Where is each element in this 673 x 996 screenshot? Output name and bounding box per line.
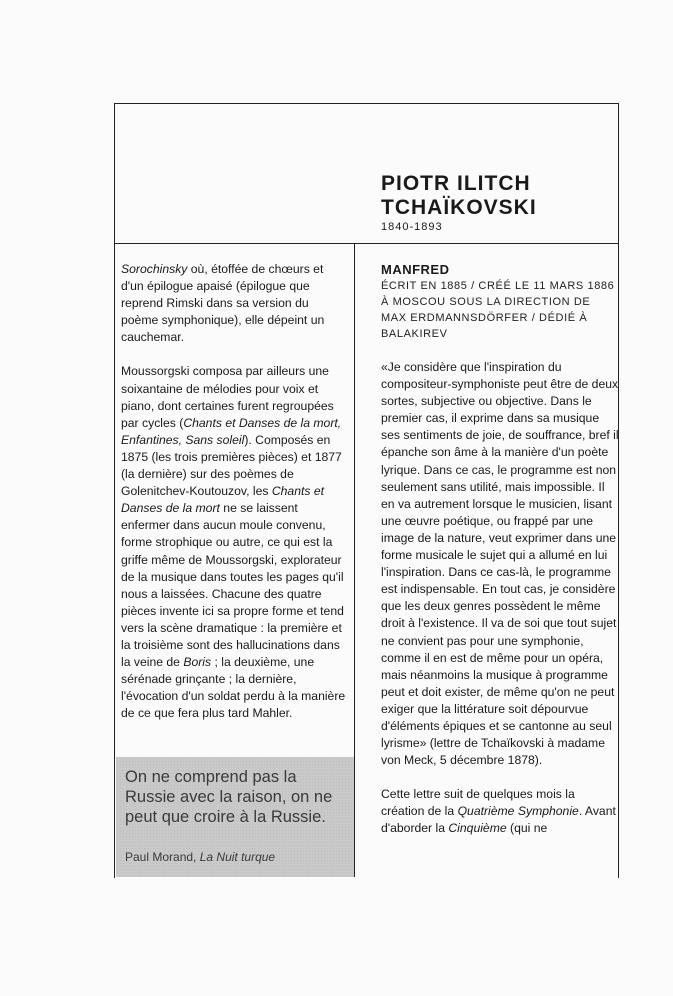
text-run: . Avant d'aborder la: [381, 804, 616, 836]
composer-name-line2: TCHAÏKOVSKI: [381, 196, 537, 219]
work-title: MANFRED: [381, 262, 450, 277]
text-run: (qui ne: [506, 821, 548, 836]
text-run: «Je considère que l'inspiration du compositeur-symphoniste peut être de deux sortes, subjective ou objective. Dans le premier cas, il exprime dans sa musique ses sentiments de joie, de souffrance, bref il épanche son âme à la manière d'un poète lyrique. Dans ce cas, le programme est non seulement sans utilité, mais impossible. Il en va autrement lorsque le musicien, lisant une œuvre poétique, ou frappé par une image de la nature, veut exprimer dans une forme musicale le sujet qui a allumé en lui l'inspiration. Dans ce cas-là, le programme est indispensable. En tout cas, je considère que les deux genres possèdent le même droit à l'existence. Il va de soi que tout sujet ne convient pas pour une symphonie, comme il en est de même pour un opéra, mais néanmoins la musique à programme peut et doit exister, de même qu'on ne peut exiger que la littérature soit dépourvue d'éléments épiques et se cantonne au seul lyrisme» (lettre de Tchaïkovski à madame von Meck, 5 décembre 1878).: [381, 360, 619, 768]
italic-run: Chants et Danses de la mort, Enfantines, Sans soleil: [121, 415, 342, 447]
quote-author-name: Paul Morand,: [125, 850, 200, 864]
text-run: ). Composés en 1875 (les trois premières pièces) et 1877 (la dernière) sur des poèmes de Golenitchev-Koutouzov, les: [121, 432, 342, 499]
right-paragraph-2: [381, 786, 619, 837]
text-run: ; la deuxième, une sérénade grinçante ; la dernière, l'évocation d'un soldat perdu à la manière de ce que fera plus tard Mahler.: [121, 655, 346, 721]
italic-run: Boris: [183, 655, 212, 670]
quote-text: On ne comprend pas la Russie avec la raison, on ne peut que croire à la Russie.: [125, 768, 333, 826]
right-paragraph-1: [381, 359, 619, 769]
left-column: [121, 261, 349, 739]
quote-author-work: La Nuit turque: [199, 850, 276, 864]
italic-run: Chants et Danses de la mort: [121, 484, 325, 516]
quote-attribution: [125, 850, 275, 864]
horizontal-divider: [114, 243, 618, 244]
left-paragraph-2: [121, 363, 349, 722]
composer-dates: 1840-1893: [381, 221, 443, 233]
composer-name-line1: PIOTR ILITCH: [381, 172, 531, 195]
text-run: Cette lettre suit de quelques mois la création de la: [381, 787, 575, 819]
text-run: où, étoffée de chœurs et d'un épilogue apaisé (épilogue que reprend Rimski dans sa version du poème symphonique), elle dépeint un cauchemar.: [121, 262, 325, 345]
left-paragraph-1: [121, 261, 349, 346]
composer-header: [381, 172, 537, 233]
column-divider: [354, 244, 355, 877]
right-column: [381, 261, 619, 855]
pull-quote: [116, 757, 354, 877]
work-info: ÉCRIT EN 1885 / CRÉÉ LE 11 MARS 1886 À MOSCOU SOUS LA DIRECTION DE MAX ERDMANNSDÖRFER / DÉDIÉ À BALAKIREV: [381, 280, 615, 340]
composer-name: [381, 172, 537, 220]
text-run: ne se laissent enfermer dans aucun moule convenu, forme strophique ou autre, ce qui est la griffe même de Moussorgski, explorateur de la musique dans toutes les pages qu'il nous a laissées. Chacune des quatre pièces invente ici sa propre forme et tend vers la scène dramatique : la première et la troisième sont des hallucinations dans la veine de: [121, 501, 344, 670]
italic-run: Cinquième: [448, 821, 507, 836]
italic-run: Quatrième Symphonie: [457, 804, 579, 819]
italic-run: Sorochinsky: [121, 262, 188, 276]
text-run: Moussorgski composa par ailleurs une soixantaine de mélodies pour voix et piano, dont certaines furent regroupées par cycles (: [121, 364, 334, 430]
